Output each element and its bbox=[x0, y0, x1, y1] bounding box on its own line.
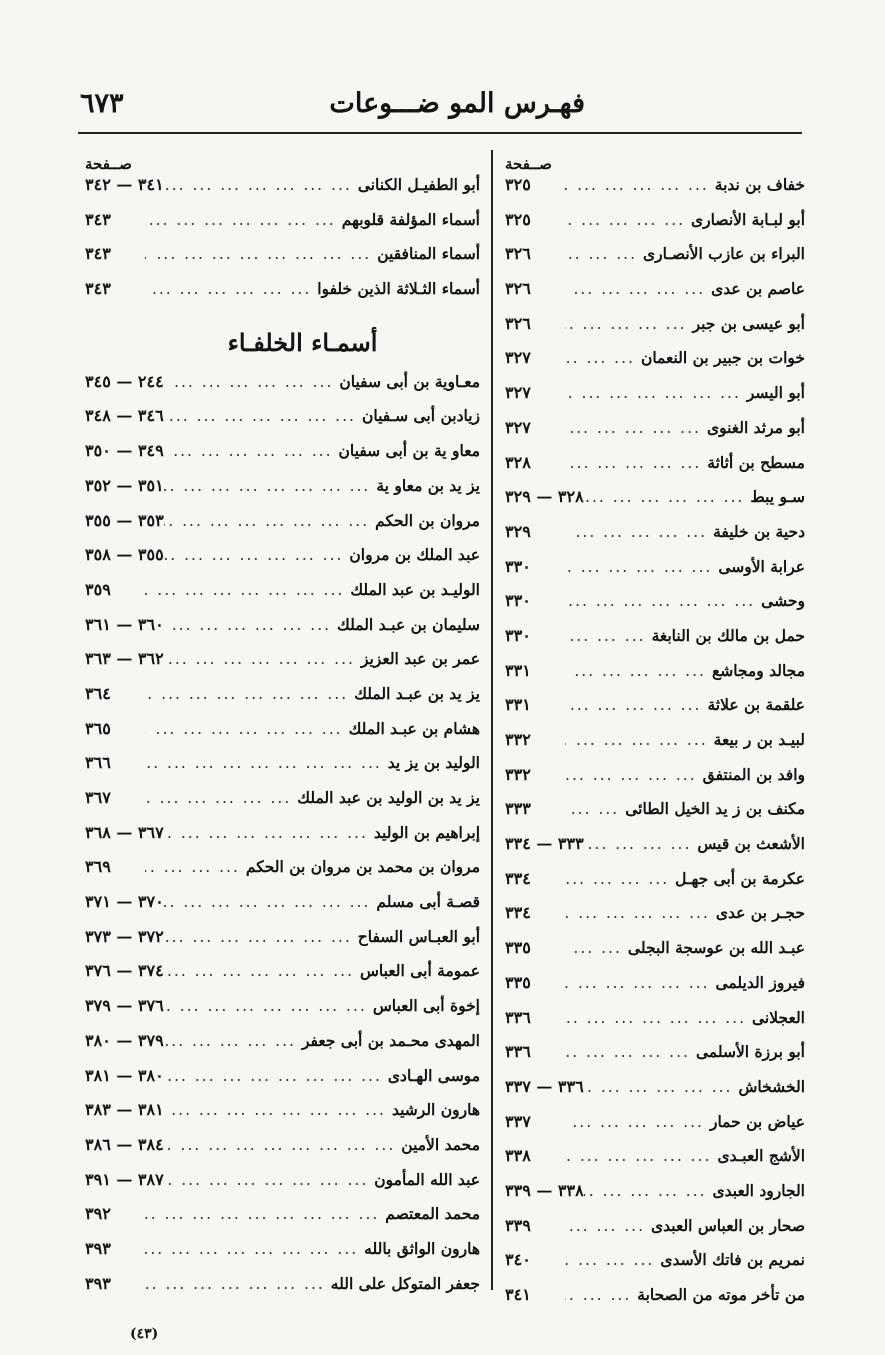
entry-page: ٣٥١ — ٣٥٢ bbox=[85, 475, 164, 495]
entry-page: ٣٣٥ bbox=[505, 938, 531, 958]
entry-title: لبيـد بن ر بيعة bbox=[713, 730, 805, 749]
entry-title: أبو اليسر bbox=[746, 383, 805, 403]
index-entry bbox=[505, 210, 805, 245]
index-entry bbox=[85, 857, 480, 892]
entry-title: هشام بن عبـد الملك bbox=[348, 718, 480, 738]
entry-title: معاو ية بن أبى سفيان bbox=[338, 441, 480, 461]
entry-title: مجالد ومجاشع bbox=[711, 660, 805, 680]
dot-leader bbox=[164, 1171, 375, 1189]
entry-page: ٣٤١ bbox=[505, 1285, 531, 1304]
entry-title: نمريم بن فاتك الأسدى bbox=[660, 1250, 805, 1270]
entry-title: أبو الطفيـل الكنانى bbox=[357, 175, 480, 194]
index-entry bbox=[505, 973, 805, 1008]
entry-page: ٣٣٨ — ٣٣٩ bbox=[505, 1180, 584, 1200]
entry-title: مكنف بن ز يد الخيل الطائى bbox=[625, 799, 805, 819]
entry-title: هارون الواثق بالله bbox=[364, 1238, 480, 1258]
entry-page: ٣٦٦ bbox=[85, 753, 111, 773]
dot-leader bbox=[565, 904, 716, 922]
entry-page: ٣٣٣ — ٣٣٤ bbox=[505, 834, 584, 854]
index-entry bbox=[85, 175, 480, 210]
index-entry bbox=[505, 661, 805, 696]
entry-page: ٣٢٧ bbox=[505, 383, 531, 403]
entry-page: ٣٤٩ — ٣٥٠ bbox=[85, 441, 164, 461]
index-entry bbox=[85, 580, 480, 615]
entry-page: ٣٢٨ — ٣٢٩ bbox=[505, 487, 584, 507]
dot-leader bbox=[565, 384, 747, 402]
entry-page: ٣٦٩ bbox=[85, 857, 111, 877]
entry-title: حمل بن مالك بن النابغة bbox=[651, 625, 805, 645]
entry-title: العجلانى bbox=[752, 1007, 805, 1027]
dot-leader bbox=[164, 1136, 402, 1154]
index-entry bbox=[85, 1135, 480, 1170]
entry-page: ٢٤٤ — ٣٤٥ bbox=[85, 371, 164, 391]
entry-title: دحية بن خليفة bbox=[713, 521, 805, 541]
entry-title: مروان بن محمد بن مروان بن الحكم bbox=[245, 857, 480, 877]
entry-title: عبـد الله بن عوسجة البجلى bbox=[627, 938, 805, 958]
dot-leader bbox=[145, 280, 317, 298]
page-column-label: صــفحة bbox=[505, 155, 552, 173]
page-column-label: صــفحة bbox=[85, 155, 132, 173]
entry-page: ٣٧٦ — ٣٧٩ bbox=[85, 996, 164, 1016]
dot-leader bbox=[565, 1286, 637, 1304]
dot-leader bbox=[565, 523, 713, 541]
entry-page: ٣٣١ bbox=[505, 660, 531, 680]
index-entry bbox=[505, 1181, 805, 1216]
index-entry bbox=[505, 1077, 805, 1112]
entry-page: ٣٨٧ — ٣٩١ bbox=[85, 1169, 164, 1189]
index-entry bbox=[85, 892, 480, 927]
dot-leader bbox=[145, 789, 297, 807]
entry-title: محمد الأمين bbox=[401, 1134, 480, 1154]
entry-title: قصـة أبى مسلم bbox=[376, 892, 480, 912]
entry-page: ٣٣١ bbox=[505, 695, 531, 715]
entry-title: سليمان بن عبـد الملك bbox=[337, 614, 480, 634]
dot-leader bbox=[145, 685, 354, 703]
entry-title: إبراهيم بن الوليد bbox=[373, 822, 480, 842]
index-entry bbox=[505, 1042, 805, 1077]
dot-leader bbox=[164, 477, 377, 495]
dot-leader bbox=[565, 1113, 710, 1131]
entry-title: الأشج العبـدى bbox=[717, 1146, 805, 1166]
entry-title: علقمة بن علاثة bbox=[707, 695, 805, 715]
index-entry bbox=[505, 869, 805, 904]
index-entry bbox=[85, 823, 480, 858]
index-entry bbox=[85, 1204, 480, 1239]
entry-title: صحار بن العباس العبدى bbox=[651, 1215, 805, 1235]
index-entry bbox=[505, 487, 805, 522]
entry-title: المهدى محـمد بن أبى جعفر bbox=[301, 1030, 480, 1050]
dot-leader bbox=[164, 407, 362, 425]
entry-page: ٣٢٥ bbox=[505, 175, 531, 194]
index-entry bbox=[85, 372, 480, 407]
entry-title: أبو العبـاس السفاح bbox=[357, 926, 480, 946]
index-entry bbox=[85, 927, 480, 962]
entry-title: عمر بن عبد العزيز bbox=[360, 649, 480, 669]
entry-title: فيروز الديلمى bbox=[715, 972, 805, 992]
index-entry bbox=[85, 511, 480, 546]
dot-leader bbox=[565, 280, 711, 298]
index-entry bbox=[505, 244, 805, 279]
entry-title: أبو برزة الأسلمى bbox=[695, 1042, 805, 1062]
index-entry bbox=[85, 406, 480, 441]
dot-leader bbox=[565, 245, 643, 263]
dot-leader bbox=[565, 558, 718, 576]
entry-title: الجارود العبدى bbox=[712, 1180, 805, 1200]
dot-leader bbox=[145, 858, 246, 876]
index-entry bbox=[505, 730, 805, 765]
dot-leader bbox=[145, 581, 350, 599]
column-heading bbox=[505, 155, 805, 175]
entry-page: ٣٧٩ — ٣٨٠ bbox=[85, 1030, 164, 1050]
dot-leader bbox=[164, 893, 377, 911]
dot-leader bbox=[164, 650, 361, 668]
index-entry bbox=[505, 1250, 805, 1285]
index-entry bbox=[505, 418, 805, 453]
entry-title: أبو مرثد الغنوى bbox=[706, 417, 805, 437]
dot-leader bbox=[565, 211, 691, 229]
dot-leader bbox=[565, 1147, 717, 1165]
index-entry bbox=[505, 1112, 805, 1147]
entry-page: ٣٩٣ bbox=[85, 1273, 111, 1293]
entry-page: ٣٢٦ bbox=[505, 244, 531, 264]
dot-leader bbox=[164, 176, 358, 194]
page-number: ٦٧٣ bbox=[80, 88, 124, 119]
entry-title: جعفر المتوكل على الله bbox=[330, 1273, 480, 1293]
dot-leader bbox=[584, 488, 751, 506]
index-entry bbox=[505, 314, 805, 349]
index-entry bbox=[505, 695, 805, 730]
dot-leader bbox=[164, 1067, 388, 1085]
entry-title: معـاوية بن أبى سفيان bbox=[339, 371, 480, 391]
section-title: أسمـاء الخلفـاء bbox=[227, 328, 378, 358]
index-entry bbox=[85, 1031, 480, 1066]
entry-title: محمد المعتصم bbox=[385, 1204, 480, 1224]
entry-page: ٣٩٢ bbox=[85, 1204, 111, 1224]
entry-title: خفاف بن ندبة bbox=[714, 175, 805, 194]
entry-title: أبو عيسى بن جبر bbox=[692, 313, 805, 333]
index-entry bbox=[505, 383, 805, 418]
entry-title: الوليد بن يز يد bbox=[387, 753, 480, 773]
header-rule bbox=[78, 132, 802, 134]
dot-leader bbox=[565, 349, 641, 367]
dot-leader bbox=[164, 546, 350, 564]
entry-title: أسماء المؤلفة قلوبهم bbox=[341, 209, 480, 229]
index-entry bbox=[85, 684, 480, 719]
entry-page: ٣٣٤ bbox=[505, 903, 531, 923]
entry-page: ٣٥٩ bbox=[85, 579, 111, 599]
index-entry bbox=[505, 453, 805, 488]
entry-title: من تأخر موته من الصحابة bbox=[637, 1285, 805, 1304]
entry-title: الأشعث بن قيس bbox=[697, 834, 805, 854]
dot-leader bbox=[164, 962, 360, 980]
index-list bbox=[85, 372, 480, 1309]
right-column bbox=[505, 155, 805, 1320]
dot-leader bbox=[565, 939, 628, 957]
index-entry bbox=[505, 522, 805, 557]
dot-leader bbox=[565, 800, 625, 818]
entry-page: ٣٦٠ — ٣٦١ bbox=[85, 614, 164, 634]
entry-page: ٣٢٧ bbox=[505, 417, 531, 437]
index-entry bbox=[505, 279, 805, 314]
entry-page: ٣٣٦ bbox=[505, 1042, 531, 1062]
dot-leader bbox=[584, 1182, 713, 1200]
entry-page: ٣٤١ — ٣٤٢ bbox=[85, 175, 164, 194]
entry-page: ٣٣٠ bbox=[505, 625, 531, 645]
dot-leader bbox=[565, 766, 703, 784]
dot-leader bbox=[145, 720, 349, 738]
entry-page: ٣٤٠ bbox=[505, 1250, 531, 1270]
column-divider bbox=[491, 150, 493, 1290]
entry-title: أسماء الثـلاثة الذين خلفوا bbox=[317, 279, 480, 299]
dot-leader bbox=[145, 1240, 364, 1258]
entry-title: إخوة أبى العباس bbox=[372, 996, 480, 1016]
left-column bbox=[85, 155, 480, 1308]
index-entry bbox=[85, 788, 480, 823]
dot-leader bbox=[145, 211, 342, 229]
entry-page: ٣٢٨ bbox=[505, 452, 531, 472]
entry-title: يز يد بن الوليد بن عبد الملك bbox=[297, 788, 480, 807]
index-entry bbox=[505, 834, 805, 869]
dot-leader bbox=[565, 1043, 696, 1061]
index-entry bbox=[505, 799, 805, 834]
entry-title: أبو لبـابة الأنصارى bbox=[691, 209, 805, 229]
dot-leader bbox=[164, 1032, 302, 1050]
entry-page: ٣٣٠ bbox=[505, 591, 531, 611]
entry-title: مسطح بن أثاثة bbox=[707, 452, 805, 472]
entry-title: عمومة أبى العباس bbox=[360, 961, 480, 981]
entry-page: ٣٢٦ bbox=[505, 313, 531, 333]
index-list bbox=[505, 175, 805, 1320]
dot-leader bbox=[164, 824, 374, 842]
entry-page: ٣٨٠ — ٣٨١ bbox=[85, 1065, 164, 1085]
entry-title: عبد الله المأمون bbox=[374, 1169, 480, 1189]
entry-title: يز يد بن معاو ية bbox=[376, 475, 480, 495]
entry-page: ٣٧٤ — ٣٧٦ bbox=[85, 961, 164, 981]
index-list bbox=[85, 175, 480, 314]
entry-page: ٣٣٦ — ٣٣٧ bbox=[505, 1076, 584, 1096]
index-entry bbox=[505, 903, 805, 938]
index-entry bbox=[85, 1274, 480, 1309]
dot-leader bbox=[565, 419, 707, 437]
dot-leader bbox=[565, 454, 707, 472]
page-header bbox=[80, 88, 800, 128]
entry-page: ٣٣٥ bbox=[505, 972, 531, 992]
entry-title: الخشخاش bbox=[738, 1076, 805, 1096]
entry-title: أسماء المنافقين bbox=[377, 244, 480, 264]
entry-page: ٣٨١ — ٣٨٣ bbox=[85, 1100, 164, 1120]
index-entry bbox=[85, 996, 480, 1031]
entry-page: ٣٦٧ — ٣٦٨ bbox=[85, 822, 164, 842]
dot-leader bbox=[145, 1205, 385, 1223]
entry-title: يز يد بن عبـد الملك bbox=[354, 683, 480, 703]
index-entry bbox=[505, 591, 805, 626]
dot-leader bbox=[565, 662, 712, 680]
entry-page: ٣٣٢ bbox=[505, 764, 531, 784]
entry-title: مروان بن الحكم bbox=[375, 510, 480, 530]
dot-leader bbox=[565, 627, 652, 645]
dot-leader bbox=[164, 1101, 392, 1119]
index-entry bbox=[85, 1100, 480, 1135]
entry-title: عياض بن حمار bbox=[709, 1111, 805, 1131]
dot-leader bbox=[565, 176, 715, 194]
dot-leader bbox=[164, 997, 373, 1015]
entry-page: ٣٣٢ bbox=[505, 730, 531, 749]
entry-page: ٣٥٥ — ٣٥٨ bbox=[85, 545, 164, 565]
entry-page: ٣٢٩ bbox=[505, 521, 531, 541]
entry-page: ٣٩٣ bbox=[85, 1238, 111, 1258]
dot-leader bbox=[565, 731, 714, 749]
dot-leader bbox=[565, 870, 675, 888]
index-entry bbox=[85, 1170, 480, 1205]
entry-page: ٣٤٣ bbox=[85, 279, 111, 299]
entry-page: ٣٧٠ — ٣٧١ bbox=[85, 892, 164, 912]
entry-page: ٣٤٣ bbox=[85, 244, 111, 264]
dot-leader bbox=[565, 1009, 752, 1027]
entry-page: ٣٦٢ — ٣٦٣ bbox=[85, 649, 164, 669]
entry-page: ٣٣٠ bbox=[505, 556, 531, 576]
entry-page: ٣٧٢ — ٣٧٣ bbox=[85, 926, 164, 946]
dot-leader bbox=[565, 592, 761, 610]
index-entry bbox=[85, 210, 480, 245]
index-entry bbox=[85, 1066, 480, 1101]
index-entry bbox=[85, 961, 480, 996]
entry-page: ٣٣٩ bbox=[505, 1215, 531, 1235]
entry-page: ٣٢٧ bbox=[505, 348, 531, 368]
entry-page: ٣٥٣ — ٣٥٥ bbox=[85, 510, 164, 530]
entry-title: عرابة الأوسى bbox=[718, 556, 805, 576]
dot-leader bbox=[164, 512, 375, 530]
dot-leader bbox=[584, 1078, 739, 1096]
entry-page: ٣٣٧ bbox=[505, 1111, 531, 1131]
column-heading bbox=[85, 155, 480, 175]
entry-page: ٣٨٤ — ٣٨٦ bbox=[85, 1134, 164, 1154]
entry-page: ٣٣٤ bbox=[505, 868, 531, 888]
index-entry bbox=[85, 279, 480, 314]
dot-leader bbox=[145, 754, 388, 772]
dot-leader bbox=[565, 315, 693, 333]
dot-leader bbox=[145, 245, 377, 263]
index-entry bbox=[505, 1216, 805, 1251]
entry-title: عاصم بن عدى bbox=[711, 279, 805, 299]
index-entry bbox=[505, 1146, 805, 1181]
entry-title: موسى الهـادى bbox=[387, 1065, 480, 1085]
index-entry bbox=[85, 476, 480, 511]
entry-title: عبد الملك بن مروان bbox=[349, 545, 480, 565]
index-entry bbox=[505, 1008, 805, 1043]
index-entry bbox=[85, 441, 480, 476]
dot-leader bbox=[164, 616, 337, 634]
dot-leader bbox=[145, 1275, 331, 1293]
entry-page: ٣٤٣ bbox=[85, 209, 111, 229]
entry-page: ٣٤٦ — ٣٤٨ bbox=[85, 406, 164, 426]
entry-page: ٣٢٦ bbox=[505, 279, 531, 299]
index-entry bbox=[85, 649, 480, 684]
index-entry bbox=[505, 626, 805, 661]
entry-page: ٣٦٧ bbox=[85, 788, 111, 807]
entry-title: وافد بن المنتفق bbox=[702, 764, 805, 784]
index-entry bbox=[85, 753, 480, 788]
entry-title: وحشى bbox=[761, 591, 805, 611]
dot-leader bbox=[164, 373, 340, 391]
index-entry bbox=[85, 719, 480, 754]
dot-leader bbox=[164, 928, 358, 946]
index-entry bbox=[85, 545, 480, 580]
dot-leader bbox=[565, 1251, 660, 1269]
entry-page: ٣٢٥ bbox=[505, 209, 531, 229]
entry-page: ٣٣٨ bbox=[505, 1146, 531, 1166]
index-entry bbox=[505, 348, 805, 383]
index-entry bbox=[85, 244, 480, 279]
index-entry bbox=[505, 765, 805, 800]
index-entry bbox=[505, 557, 805, 592]
dot-leader bbox=[584, 835, 698, 853]
entry-title: حجـر بن عدى bbox=[715, 903, 805, 923]
page-title: فهـرس المو ضـــوعات bbox=[329, 88, 585, 119]
entry-title: سـو يبط bbox=[750, 487, 805, 507]
index-entry bbox=[505, 938, 805, 973]
index-entry bbox=[505, 175, 805, 210]
dot-leader bbox=[164, 442, 339, 460]
entry-title: البراء بن عازب الأنصـارى bbox=[643, 244, 805, 264]
index-entry bbox=[505, 1285, 805, 1320]
entry-title: خوات بن جبير بن النعمان bbox=[640, 348, 805, 368]
index-entry bbox=[85, 615, 480, 650]
signature-mark: (٤٣) bbox=[130, 1326, 159, 1342]
entry-title: هارون الرشيد bbox=[391, 1100, 480, 1120]
entry-page: ٣٣٣ bbox=[505, 799, 531, 819]
entry-page: ٣٦٤ bbox=[85, 683, 111, 703]
entry-title: الوليـد بن عبد الملك bbox=[350, 579, 480, 599]
dot-leader bbox=[565, 696, 707, 714]
entry-title: عكرمة بن أبى جهـل bbox=[675, 868, 805, 888]
entry-page: ٣٦٥ bbox=[85, 718, 111, 738]
dot-leader bbox=[565, 1217, 651, 1235]
entry-page: ٣٣٦ bbox=[505, 1007, 531, 1027]
entry-title: زيادبن أبى سـفيان bbox=[361, 406, 480, 426]
dot-leader bbox=[565, 974, 716, 992]
index-entry bbox=[85, 1239, 480, 1274]
